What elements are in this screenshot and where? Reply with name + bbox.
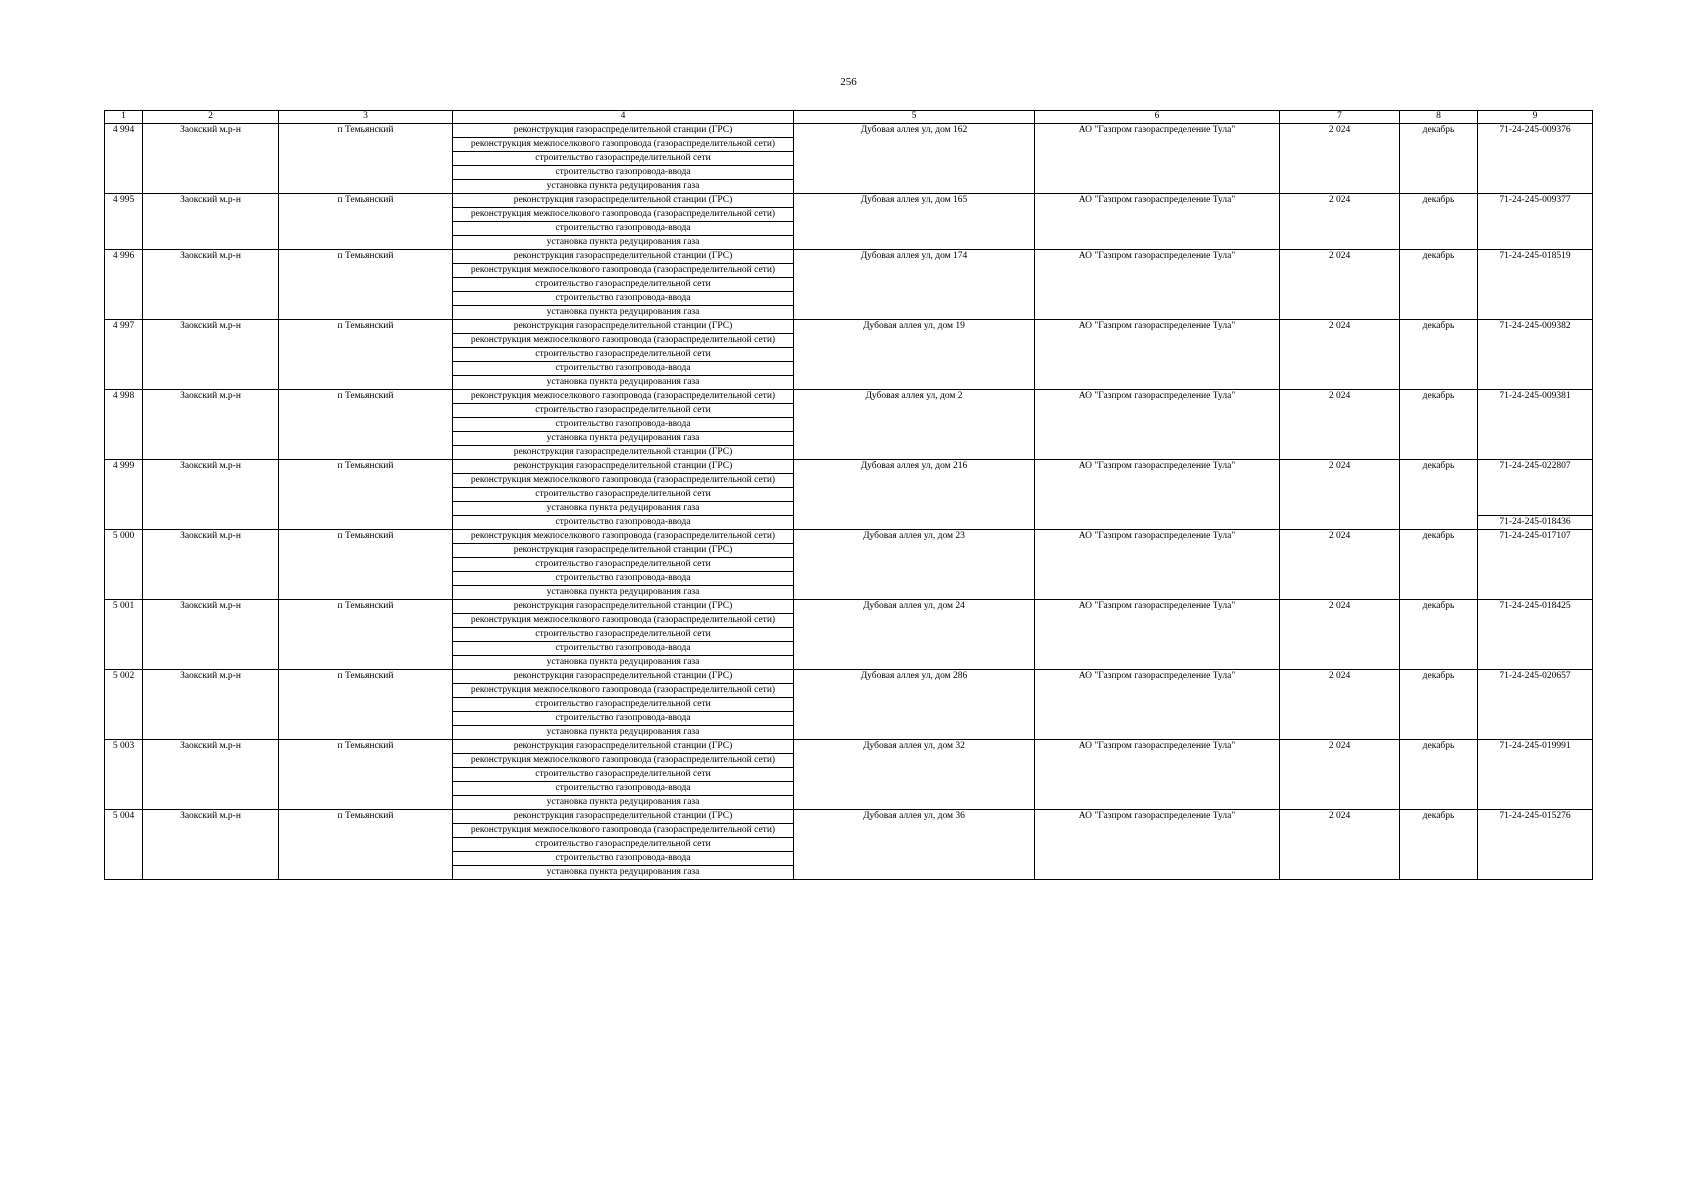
month-cell: декабрь [1400,390,1478,460]
work-type-cell: строительство газопровода-ввода [453,852,794,866]
work-type-cell: установка пункта редуцирования газа [453,180,794,194]
address-cell: Дубовая аллея ул, дом 216 [794,460,1035,530]
work-type-cell: строительство газораспределительной сети [453,278,794,292]
settlement-cell: п Темьянский [279,390,453,460]
record-id-cell: 5 001 [105,600,143,670]
district-cell: Заокский м.р-н [143,810,279,880]
table-body [105,124,1593,880]
work-type-cell: установка пункта редуцирования газа [453,586,794,600]
work-type-cell: реконструкция газораспределительной станции (ГРС) [453,670,794,684]
settlement-cell: п Темьянский [279,460,453,530]
column-header: 4 [453,111,794,124]
column-header: 6 [1035,111,1280,124]
object-code-cell: 71-24-245-009377 [1478,194,1593,250]
page-number: 256 [840,76,857,88]
year-cell: 2 024 [1280,460,1400,530]
org-cell: АО "Газпром газораспределение Тула" [1035,320,1280,390]
address-cell: Дубовая аллея ул, дом 23 [794,530,1035,600]
month-cell: декабрь [1400,810,1478,880]
work-type-cell: установка пункта редуцирования газа [453,306,794,320]
work-type-cell: установка пункта редуцирования газа [453,376,794,390]
record-id-cell: 4 997 [105,320,143,390]
address-cell: Дубовая аллея ул, дом 2 [794,390,1035,460]
record-id-cell: 4 998 [105,390,143,460]
work-type-cell: реконструкция межпоселкового газопровода (газораспределительной сети) [453,264,794,278]
settlement-cell: п Темьянский [279,320,453,390]
address-cell: Дубовая аллея ул, дом 32 [794,740,1035,810]
month-cell: декабрь [1400,250,1478,320]
work-type-cell: строительство газораспределительной сети [453,404,794,418]
record-id-cell: 4 995 [105,194,143,250]
work-type-cell: реконструкция газораспределительной станции (ГРС) [453,194,794,208]
work-type-cell: строительство газопровода-ввода [453,516,794,530]
district-cell: Заокский м.р-н [143,320,279,390]
district-cell: Заокский м.р-н [143,530,279,600]
work-type-cell: строительство газопровода-ввода [453,572,794,586]
table-row [105,320,1593,334]
year-cell: 2 024 [1280,320,1400,390]
column-header: 5 [794,111,1035,124]
table-row [105,460,1593,474]
object-code-cell: 71-24-245-019991 [1478,740,1593,810]
settlement-cell: п Темьянский [279,124,453,194]
district-cell: Заокский м.р-н [143,194,279,250]
table-row [105,600,1593,614]
table-row [105,810,1593,824]
column-header: 3 [279,111,453,124]
work-type-cell: реконструкция межпоселкового газопровода (газораспределительной сети) [453,390,794,404]
district-cell: Заокский м.р-н [143,460,279,530]
record-id-cell: 4 999 [105,460,143,530]
object-code-cell: 71-24-245-018436 [1478,516,1593,530]
year-cell: 2 024 [1280,600,1400,670]
work-type-cell: строительство газораспределительной сети [453,698,794,712]
work-type-cell: реконструкция газораспределительной станции (ГРС) [453,320,794,334]
work-type-cell: строительство газопровода-ввода [453,166,794,180]
org-cell: АО "Газпром газораспределение Тула" [1035,460,1280,530]
month-cell: декабрь [1400,530,1478,600]
work-type-cell: установка пункта редуцирования газа [453,656,794,670]
record-id-cell: 4 994 [105,124,143,194]
org-cell: АО "Газпром газораспределение Тула" [1035,390,1280,460]
work-type-cell: установка пункта редуцирования газа [453,236,794,250]
work-type-cell: строительство газораспределительной сети [453,152,794,166]
object-code-cell: 71-24-245-009382 [1478,320,1593,390]
object-code-cell: 71-24-245-017107 [1478,530,1593,600]
column-header: 7 [1280,111,1400,124]
org-cell: АО "Газпром газораспределение Тула" [1035,194,1280,250]
table-row [105,250,1593,264]
record-id-cell: 5 000 [105,530,143,600]
work-type-cell: строительство газопровода-ввода [453,712,794,726]
district-cell: Заокский м.р-н [143,250,279,320]
column-header: 9 [1478,111,1593,124]
work-type-cell: строительство газораспределительной сети [453,768,794,782]
work-type-cell: реконструкция межпоселкового газопровода (газораспределительной сети) [453,684,794,698]
work-type-cell: установка пункта редуцирования газа [453,432,794,446]
work-type-cell: реконструкция газораспределительной станции (ГРС) [453,740,794,754]
address-cell: Дубовая аллея ул, дом 165 [794,194,1035,250]
work-type-cell: реконструкция межпоселкового газопровода (газораспределительной сети) [453,208,794,222]
work-type-cell: реконструкция межпоселкового газопровода (газораспределительной сети) [453,138,794,152]
work-type-cell: строительство газораспределительной сети [453,558,794,572]
table-row [105,530,1593,544]
work-type-cell: строительство газопровода-ввода [453,418,794,432]
work-type-cell: реконструкция газораспределительной станции (ГРС) [453,124,794,138]
district-cell: Заокский м.р-н [143,124,279,194]
table-row [105,194,1593,208]
work-type-cell: реконструкция газораспределительной станции (ГРС) [453,600,794,614]
org-cell: АО "Газпром газораспределение Тула" [1035,740,1280,810]
year-cell: 2 024 [1280,670,1400,740]
work-type-cell: строительство газораспределительной сети [453,838,794,852]
work-type-cell: реконструкция межпоселкового газопровода (газораспределительной сети) [453,614,794,628]
address-cell: Дубовая аллея ул, дом 162 [794,124,1035,194]
org-cell: АО "Газпром газораспределение Тула" [1035,670,1280,740]
settlement-cell: п Темьянский [279,810,453,880]
work-type-cell: реконструкция межпоселкового газопровода (газораспределительной сети) [453,824,794,838]
address-cell: Дубовая аллея ул, дом 174 [794,250,1035,320]
record-id-cell: 5 004 [105,810,143,880]
work-type-cell: строительство газопровода-ввода [453,292,794,306]
work-type-cell: реконструкция газораспределительной станции (ГРС) [453,250,794,264]
table-row [105,670,1593,684]
column-header: 8 [1400,111,1478,124]
object-code-cell: 71-24-245-009376 [1478,124,1593,194]
work-type-cell: строительство газопровода-ввода [453,362,794,376]
work-type-cell: реконструкция газораспределительной станции (ГРС) [453,460,794,474]
org-cell: АО "Газпром газораспределение Тула" [1035,530,1280,600]
district-cell: Заокский м.р-н [143,670,279,740]
settlement-cell: п Темьянский [279,250,453,320]
work-type-cell: реконструкция межпоселкового газопровода (газораспределительной сети) [453,754,794,768]
year-cell: 2 024 [1280,810,1400,880]
settlement-cell: п Темьянский [279,530,453,600]
object-code-cell: 71-24-245-022807 [1478,460,1593,516]
address-cell: Дубовая аллея ул, дом 24 [794,600,1035,670]
object-code-cell: 71-24-245-015276 [1478,810,1593,880]
month-cell: декабрь [1400,670,1478,740]
work-type-cell: установка пункта редуцирования газа [453,502,794,516]
settlement-cell: п Темьянский [279,194,453,250]
work-type-cell: реконструкция межпоселкового газопровода (газораспределительной сети) [453,530,794,544]
column-header: 2 [143,111,279,124]
work-type-cell: строительство газопровода-ввода [453,782,794,796]
work-type-cell: реконструкция газораспределительной станции (ГРС) [453,446,794,460]
settlement-cell: п Темьянский [279,740,453,810]
record-id-cell: 5 002 [105,670,143,740]
year-cell: 2 024 [1280,390,1400,460]
table-row [105,740,1593,754]
work-type-cell: строительство газораспределительной сети [453,348,794,362]
data-table [104,110,1593,880]
object-code-cell: 71-24-245-018425 [1478,600,1593,670]
year-cell: 2 024 [1280,194,1400,250]
record-id-cell: 4 996 [105,250,143,320]
work-type-cell: реконструкция газораспределительной станции (ГРС) [453,810,794,824]
work-type-cell: установка пункта редуцирования газа [453,866,794,880]
record-id-cell: 5 003 [105,740,143,810]
work-type-cell: строительство газопровода-ввода [453,642,794,656]
work-type-cell: установка пункта редуцирования газа [453,796,794,810]
district-cell: Заокский м.р-н [143,600,279,670]
org-cell: АО "Газпром газораспределение Тула" [1035,600,1280,670]
settlement-cell: п Темьянский [279,670,453,740]
address-cell: Дубовая аллея ул, дом 286 [794,670,1035,740]
header-row [105,111,1593,124]
work-type-cell: реконструкция газораспределительной станции (ГРС) [453,544,794,558]
object-code-cell: 71-24-245-018519 [1478,250,1593,320]
object-code-cell: 71-24-245-020657 [1478,670,1593,740]
district-cell: Заокский м.р-н [143,740,279,810]
org-cell: АО "Газпром газораспределение Тула" [1035,250,1280,320]
work-type-cell: установка пункта редуцирования газа [453,726,794,740]
year-cell: 2 024 [1280,530,1400,600]
month-cell: декабрь [1400,320,1478,390]
address-cell: Дубовая аллея ул, дом 19 [794,320,1035,390]
work-type-cell: реконструкция межпоселкового газопровода (газораспределительной сети) [453,334,794,348]
settlement-cell: п Темьянский [279,600,453,670]
work-type-cell: строительство газораспределительной сети [453,488,794,502]
year-cell: 2 024 [1280,124,1400,194]
work-type-cell: строительство газопровода-ввода [453,222,794,236]
table-row [105,390,1593,404]
month-cell: декабрь [1400,600,1478,670]
month-cell: декабрь [1400,194,1478,250]
year-cell: 2 024 [1280,740,1400,810]
year-cell: 2 024 [1280,250,1400,320]
address-cell: Дубовая аллея ул, дом 36 [794,810,1035,880]
month-cell: декабрь [1400,740,1478,810]
work-type-cell: строительство газораспределительной сети [453,628,794,642]
column-header: 1 [105,111,143,124]
table-row [105,124,1593,138]
org-cell: АО "Газпром газораспределение Тула" [1035,124,1280,194]
work-type-cell: реконструкция межпоселкового газопровода (газораспределительной сети) [453,474,794,488]
month-cell: декабрь [1400,124,1478,194]
org-cell: АО "Газпром газораспределение Тула" [1035,810,1280,880]
month-cell: декабрь [1400,460,1478,530]
district-cell: Заокский м.р-н [143,390,279,460]
object-code-cell: 71-24-245-009381 [1478,390,1593,460]
